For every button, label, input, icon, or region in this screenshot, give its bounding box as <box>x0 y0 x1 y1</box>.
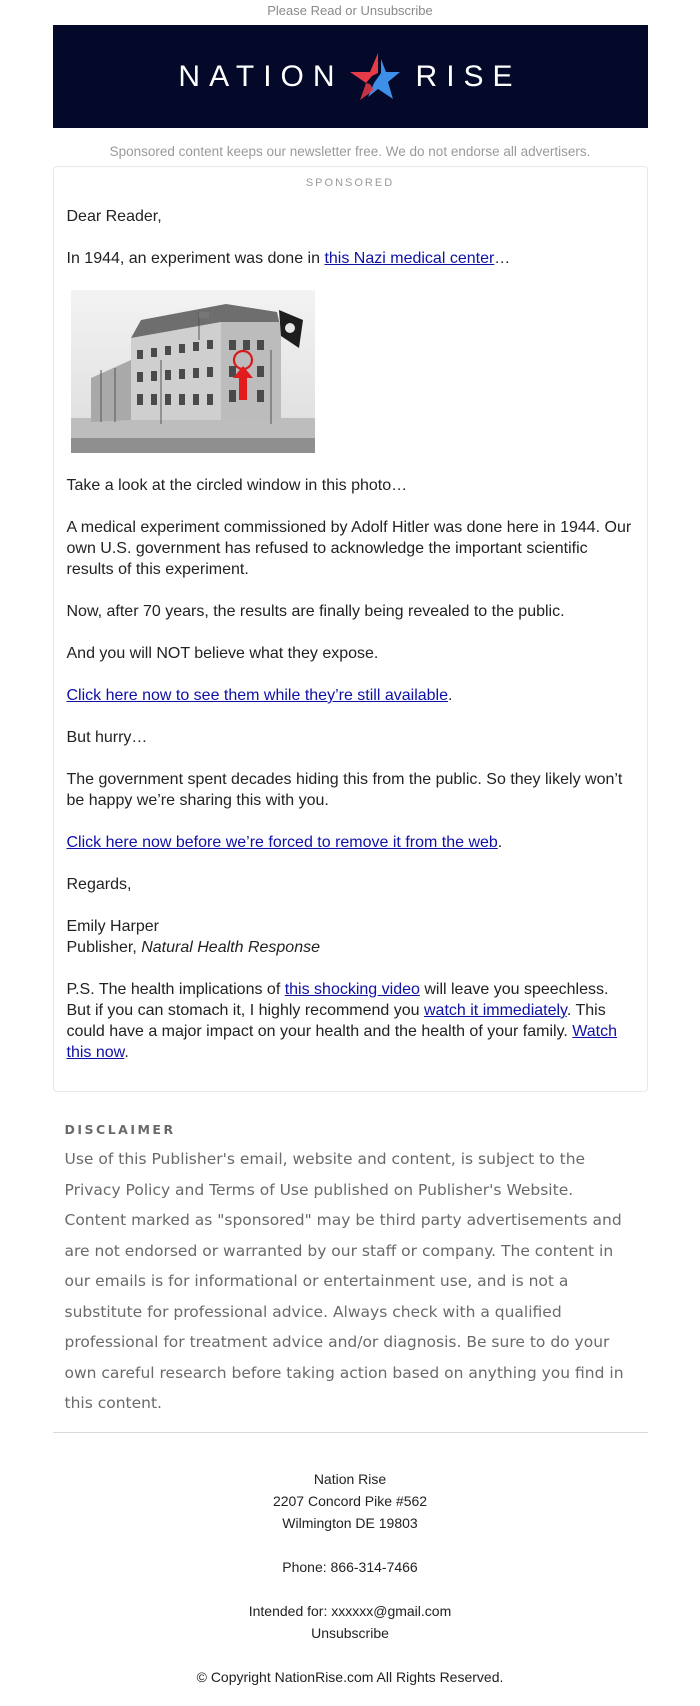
preheader <box>53 0 648 25</box>
ps-text-1: P.S. The health implications of <box>66 981 285 998</box>
postscript <box>67 979 634 1063</box>
star-logo-icon <box>348 53 402 101</box>
sponsored-tag: SPONSORED <box>305 177 395 189</box>
signature-title: Publisher, <box>66 939 142 956</box>
cta-link-still-available[interactable]: Click here now to see them while they’re still available <box>66 687 449 704</box>
email-container <box>53 0 648 1688</box>
brand-word-nation: NATION <box>178 59 344 93</box>
ps-link-watch-immediately[interactable]: watch it immediately <box>424 1002 567 1019</box>
hiding-paragraph: The government spent decades hiding this from the public. So they likely won’t be happy we’re sharing this with you. <box>66 771 623 809</box>
signature <box>67 916 634 958</box>
disclaimer-text: Use of this Publisher's email, website and content, is subject to the Privacy Policy and Terms of Use published on Publisher's Website. Content marked as "sponsored" may be third party advertisements and are not endorsed or warranted by our staff or company. The content in our emails is for informational or entertainment use, and is not a substitute for professional advice. Always check with a qualified professional for treatment advice and/or diagnosis. Be sure to do your own careful research before taking action based on anything you find in this content. <box>64 1150 624 1412</box>
disclaimer-section <box>53 1092 648 1419</box>
intro-text: In 1944, an experiment was done in <box>66 250 325 267</box>
experiment-paragraph: A medical experiment commissioned by Adolf Hitler was done here in 1944. Our own U.S. government has refused to acknowledge the important scientific results of this experiment. <box>66 519 632 578</box>
ps-text-2: will leave you speechless. But if you can stomach it, I highly recommend you <box>66 981 609 1019</box>
cta-2-period: . <box>497 834 503 851</box>
cta-1-period: . <box>448 687 453 704</box>
footer-address-1: 2207 Concord Pike #562 <box>272 1492 428 1509</box>
footer <box>53 1433 648 1688</box>
intro-paragraph <box>67 248 634 269</box>
building-photo-image <box>71 290 315 453</box>
brand-banner <box>53 25 648 128</box>
building-photo[interactable] <box>71 290 315 453</box>
signature-name: Emily Harper <box>66 918 159 935</box>
footer-intended-for: Intended for: xxxxxx@gmail.com <box>248 1602 452 1619</box>
ps-text-3: . This could have a major impact on your health and the health of your family. <box>66 1002 606 1040</box>
signature-publication: Natural Health Response <box>141 939 320 956</box>
intro-ellipsis: … <box>494 250 511 267</box>
brand-logo[interactable] <box>178 53 521 101</box>
sponsored-card <box>53 166 648 1092</box>
ps-link-watch-now[interactable]: Watch this now <box>66 1023 618 1061</box>
sponsor-notice: Sponsored content keeps our newsletter free. We do not endorse all advertisers. <box>109 144 591 159</box>
preheader-link[interactable]: Please Read or Unsubscribe <box>267 3 433 18</box>
ps-link-shocking-video[interactable]: this shocking video <box>284 981 420 998</box>
regards: Regards, <box>66 876 132 893</box>
cta-paragraph-2 <box>67 832 634 853</box>
greeting: Dear Reader, <box>66 208 162 225</box>
footer-phone: Phone: 866-314-7466 <box>282 1558 418 1575</box>
cta-paragraph-1 <box>67 685 634 706</box>
unsubscribe-link[interactable]: Unsubscribe <box>311 1624 389 1641</box>
ps-text-4: . <box>124 1044 129 1061</box>
results-paragraph: Now, after 70 years, the results are finally being revealed to the public. <box>66 603 565 620</box>
photo-caption-paragraph: Take a look at the circled window in this photo… <box>66 477 408 494</box>
footer-copyright: © Copyright NationRise.com All Rights Reserved. <box>196 1668 504 1685</box>
footer-address-2: Wilmington DE 19803 <box>282 1514 418 1531</box>
footer-company: Nation Rise <box>313 1470 387 1487</box>
nazi-center-link[interactable]: this Nazi medical center <box>324 250 495 267</box>
hurry-paragraph: But hurry… <box>66 729 148 746</box>
disclaimer-heading: DISCLAIMER <box>64 1122 176 1137</box>
brand-word-rise: RISE <box>415 59 522 93</box>
cta-link-remove[interactable]: Click here now before we’re forced to remove it from the web <box>66 834 498 851</box>
expose-paragraph: And you will NOT believe what they expose. <box>66 645 379 662</box>
